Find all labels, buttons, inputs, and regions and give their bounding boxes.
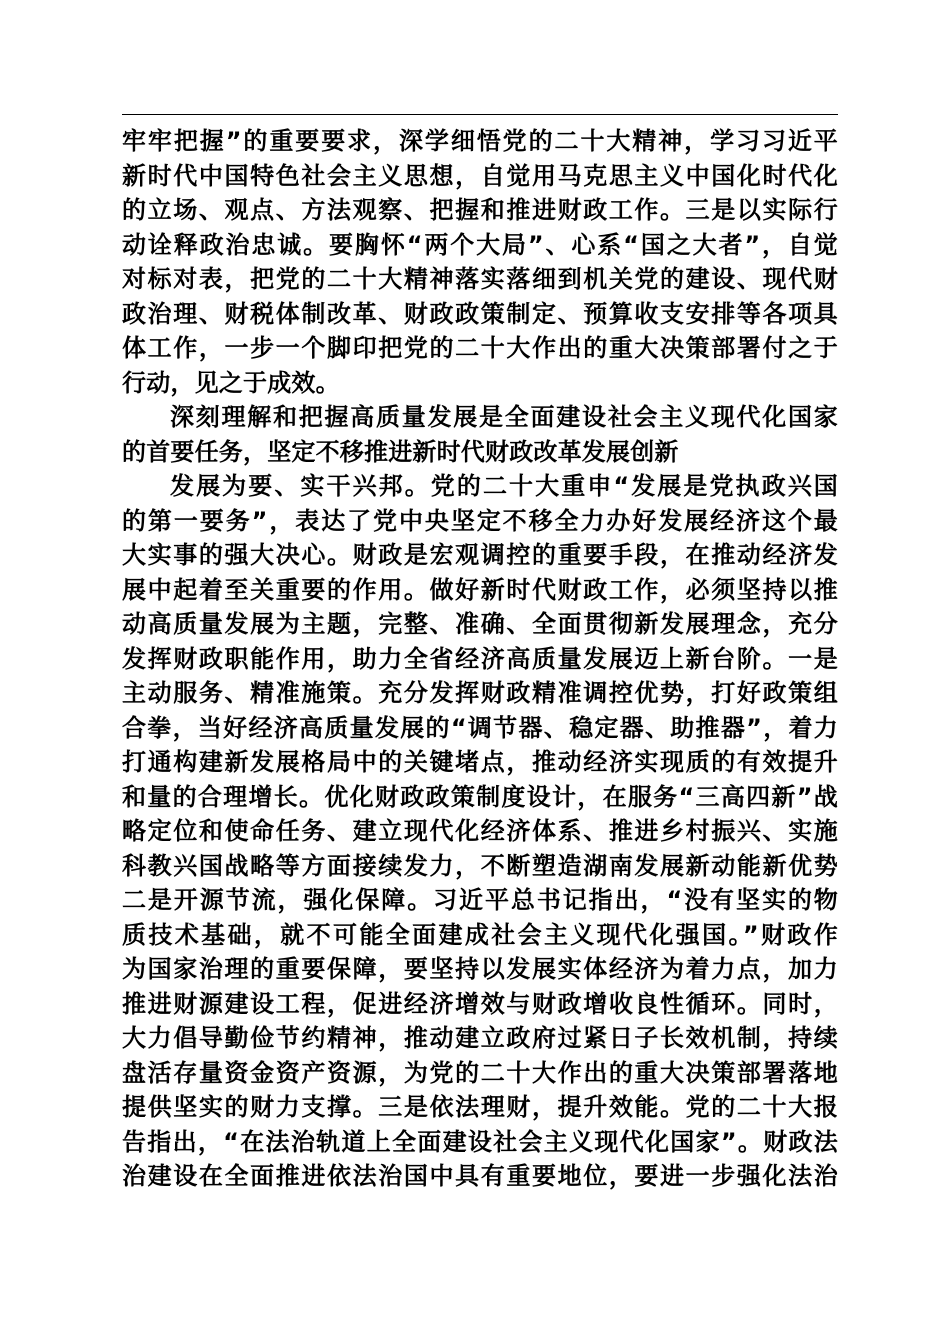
text-line: 大实事的强大决心。财政是宏观调控的重要手段，在推动经济发 xyxy=(122,541,838,569)
text-line: 动高质量发展为主题，完整、准确、全面贯彻新发展理念，充分 xyxy=(122,610,838,638)
text-line: 行动，见之于成效。 xyxy=(122,368,340,397)
text-line: 告指出，“在法治轨道上全面建设社会主义现代化国家”。财政法 xyxy=(122,1127,838,1156)
text-line: 二是开源节流，强化保障。习近平总书记指出，“没有坚实的物 xyxy=(122,886,838,914)
text-line: 主动服务、精准施策。充分发挥财政精准调控优势，打好政策组 xyxy=(122,679,838,707)
text-line: 打通构建新发展格局中的关键堵点，推动经济实现质的有效提升 xyxy=(122,748,838,776)
text-line: 盘活存量资金资产资源，为党的二十大作出的重大决策部署落地 xyxy=(122,1058,838,1087)
header-rule xyxy=(122,114,838,115)
text-line: 为国家治理的重要保障，要坚持以发展实体经济为着力点，加力 xyxy=(122,955,838,983)
body-text xyxy=(122,124,838,1194)
text-line: 政治理、财税体制改革、财政政策制定、预算收支安排等各项具 xyxy=(122,299,838,328)
text-line: 动诠释政治忠诚。要胸怀“两个大局”、心系“国之大者”，自觉 xyxy=(122,230,838,259)
text-line: 发挥财政职能作用，助力全省经济高质量发展迈上新台阶。一是 xyxy=(122,644,838,673)
text-line: 大力倡导勤俭节约精神，推动建立政府过紧日子长效机制，持续 xyxy=(122,1024,838,1052)
text-line: 科教兴国战略等方面接续发力，不断塑造湖南发展新动能新优势 xyxy=(122,851,838,880)
text-line: 的第一要务”，表达了党中央坚定不移全力办好发展经济这个最 xyxy=(122,506,838,535)
text-line: 质技术基础，就不可能全面建成社会主义现代化强国。”财政作 xyxy=(122,920,838,949)
text-line: 治建设在全面推进依法治国中具有重要地位，要进一步强化法治 xyxy=(122,1162,838,1190)
text-line: 提供坚实的财力支撑。三是依法理财，提升效能。党的二十大报 xyxy=(122,1093,838,1121)
text-line: 展中起着至关重要的作用。做好新时代财政工作，必须坚持以推 xyxy=(122,575,838,604)
text-line: 牢牢把握”的重要要求，深学细悟党的二十大精神，学习习近平 xyxy=(122,127,838,155)
text-line: 对标对表，把党的二十大精神落实落细到机关党的建设、现代财 xyxy=(122,265,838,293)
text-line: 的立场、观点、方法观察、把握和推进财政工作。三是以实际行 xyxy=(122,196,838,224)
text-line: 的首要任务，坚定不移推进新时代财政改革发展创新 xyxy=(122,437,679,466)
text-line: 和量的合理增长。优化财政政策制度设计，在服务“三高四新”战 xyxy=(122,782,838,811)
text-line: 新时代中国特色社会主义思想，自觉用马克思主义中国化时代化 xyxy=(122,161,838,190)
text-line: 深刻理解和把握高质量发展是全面建设社会主义现代化国家 xyxy=(170,403,838,431)
text-line: 推进财源建设工程，促进经济增效与财政增收良性循环。同时， xyxy=(122,989,838,1018)
text-line: 略定位和使命任务、建立现代化经济体系、推进乡村振兴、实施 xyxy=(122,817,838,845)
text-line: 发展为要、实干兴邦。党的二十大重申“发展是党执政兴国 xyxy=(170,472,838,500)
text-line: 合拳，当好经济高质量发展的“调节器、稳定器、助推器”，着力 xyxy=(122,713,838,742)
text-line: 体工作，一步一个脚印把党的二十大作出的重大决策部署付之于 xyxy=(122,334,838,362)
